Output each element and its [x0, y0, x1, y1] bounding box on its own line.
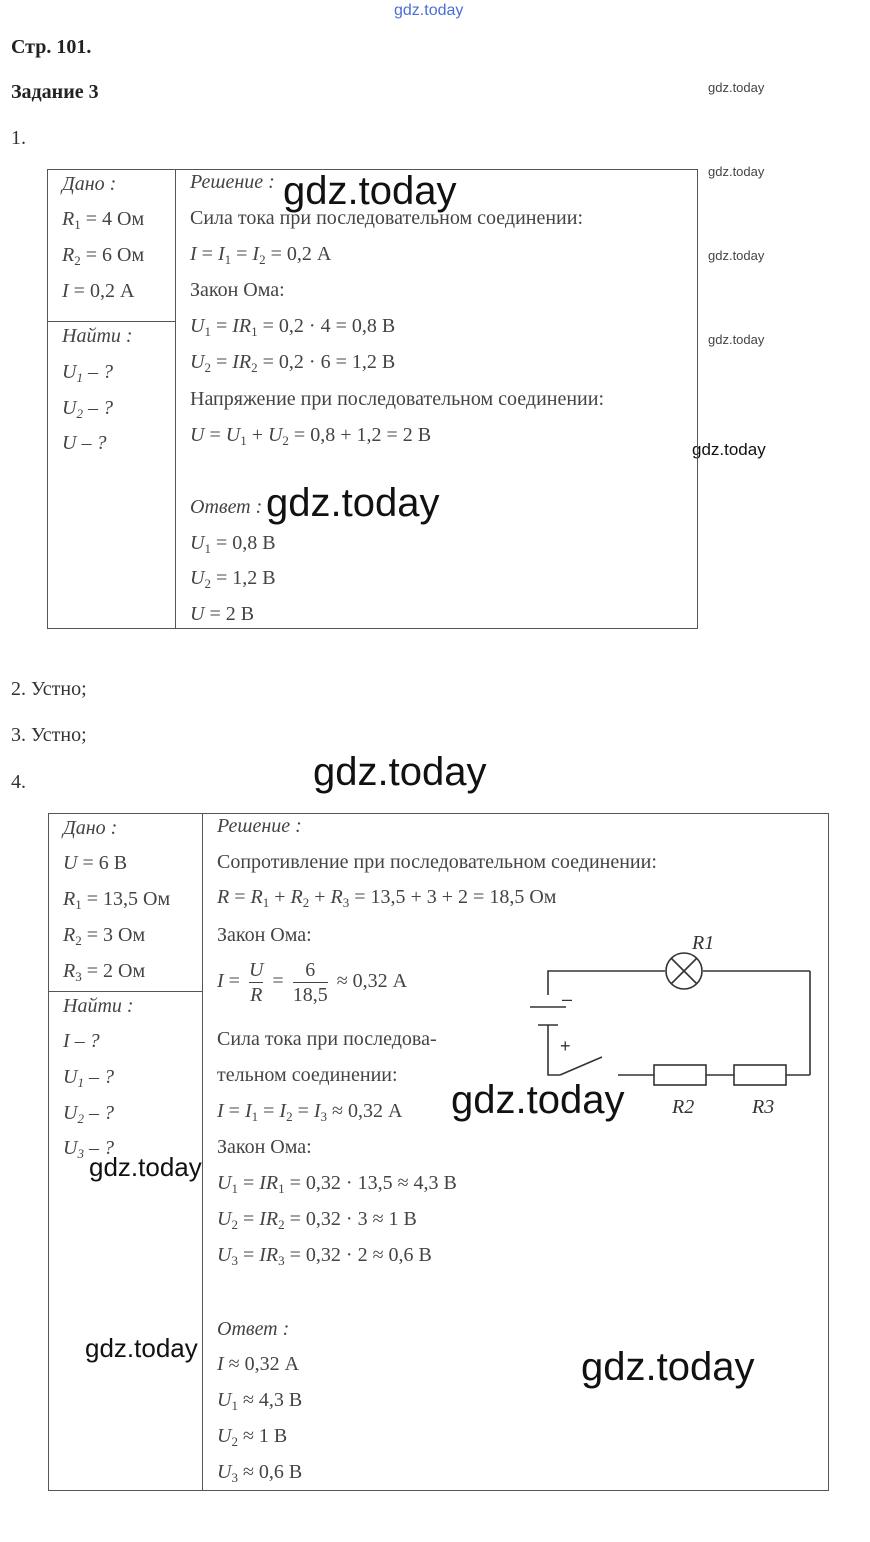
watermark: gdz.today: [581, 1345, 755, 1389]
answer-label: Ответ :: [190, 496, 263, 518]
circuit-label-r2: R2: [672, 1096, 695, 1118]
answer-line: $U_2 \approx 1$ В: [217, 1425, 288, 1449]
find-label: Найти :: [62, 325, 133, 347]
given-item: $R_1 = 4$ Ом: [62, 208, 145, 232]
circuit-label-plus: +: [560, 1036, 571, 1056]
task1-number: 1.: [11, 127, 26, 149]
given-item: $R_3 = 2$ Ом: [63, 960, 146, 984]
watermark: gdz.today: [283, 169, 457, 213]
find-label: Найти :: [63, 995, 134, 1017]
given-item: U = 6 В: [63, 852, 128, 874]
watermark: gdz.today: [708, 248, 765, 263]
solution-line: Сила тока при последовательном соединении:: [190, 207, 584, 229]
watermark: gdz.today: [708, 80, 765, 95]
watermark: gdz.today: [692, 440, 766, 459]
given-item: $R_2 = 3$ Ом: [63, 924, 146, 948]
solution-line: $R = R_1 + R_2 + R_3 = 13,5 + 3 + 2 = 18,5$ Ом: [217, 886, 557, 910]
watermark: gdz.today: [266, 481, 440, 525]
watermark: gdz.today: [313, 750, 487, 794]
solution-line: Сопротивление при последовательном соединении:: [217, 851, 657, 873]
solution-line: Закон Ома:: [217, 1136, 312, 1158]
given-item: $R_1 = 13,5$ Ом: [63, 888, 171, 912]
solution-line: $U_2 = IR_2 = 0,32 \cdot 3 \approx 1$ В: [217, 1208, 417, 1232]
find-item: I – ?: [63, 1030, 100, 1052]
watermark: gdz.today: [89, 1152, 202, 1182]
circuit-label-r1: R1: [692, 932, 715, 954]
find-item: U – ?: [62, 432, 107, 454]
solution-line: $I = I_1 = I_2 = 0,2$ А: [190, 243, 332, 267]
watermark: gdz.today: [85, 1333, 198, 1363]
solution-label: Решение :: [190, 171, 275, 193]
solution-line: $U = U_1 + U_2 = 0,8 + 1,2 = 2$ В: [190, 424, 432, 448]
find-item: $U_1$ – ?: [63, 1066, 114, 1090]
solution-line: $U_2 = IR_2 = 0,2 \cdot 6 = 1,2$ В: [190, 351, 396, 375]
task4-number: 4.: [11, 771, 26, 793]
solution-line: Закон Ома:: [190, 279, 285, 301]
answer-line: $U_2 = 1,2$ В: [190, 567, 276, 591]
solution-line: $U_1 = IR_1 = 0,2 \cdot 4 = 0,8$ В: [190, 315, 396, 339]
solution-line: Закон Ома:: [217, 924, 312, 946]
watermark: gdz.today: [451, 1078, 625, 1122]
solution-line: Напряжение при последовательном соединении:: [190, 388, 605, 410]
task2: 2. Устно;: [11, 678, 87, 700]
watermark-top: gdz.today: [394, 2, 464, 19]
given-item: $R_2 = 6$ Ом: [62, 244, 145, 268]
solution-line: $U_1 = IR_1 = 0,32 \cdot 13,5 \approx 4,3$ В: [217, 1172, 457, 1196]
circuit-label-minus: –: [562, 989, 573, 1009]
answer-line: $U_1 = 0,8$ В: [190, 532, 276, 556]
solution-line: тельном соединении:: [217, 1064, 398, 1086]
watermark: gdz.today: [708, 332, 765, 347]
solution-line: Сила тока при последова-: [217, 1028, 437, 1050]
given-label: Дано :: [62, 173, 117, 195]
task3: 3. Устно;: [11, 724, 87, 746]
solution-label: Решение :: [217, 815, 302, 837]
find-item: $U_1$ – ?: [62, 361, 113, 385]
watermark: gdz.today: [708, 164, 765, 179]
given-label: Дано :: [63, 817, 118, 839]
answer-line: $U_3 \approx 0,6$ В: [217, 1461, 303, 1485]
solution-line: $I = I_1 = I_2 = I_3 \approx 0,32$ А: [217, 1100, 403, 1124]
answer-line: I ≈ 0,32 А: [217, 1353, 300, 1375]
find-item: $U_2$ – ?: [63, 1102, 114, 1126]
answer-label: Ответ :: [217, 1318, 290, 1340]
find-item: $U_3$ – ?: [63, 1137, 114, 1161]
answer-line: $U_1 \approx 4,3$ В: [217, 1389, 303, 1413]
find-item: $U_2$ – ?: [62, 397, 113, 421]
task-title: Задание 3: [11, 81, 99, 103]
page-header: Стр. 101.: [11, 36, 92, 58]
solution-line: $U_3 = IR_3 = 0,32 \cdot 2 \approx 0,6$ В: [217, 1244, 432, 1268]
solution-line: I = $\frac{U}{R}$ = $\frac{6}{18,5}$ ≈ 0,32 А: [217, 959, 408, 1006]
given-item: I = 0,2 А: [62, 280, 135, 302]
answer-line: U = 2 В: [190, 603, 255, 625]
circuit-label-r3: R3: [752, 1096, 775, 1118]
task1-table: [47, 169, 698, 629]
